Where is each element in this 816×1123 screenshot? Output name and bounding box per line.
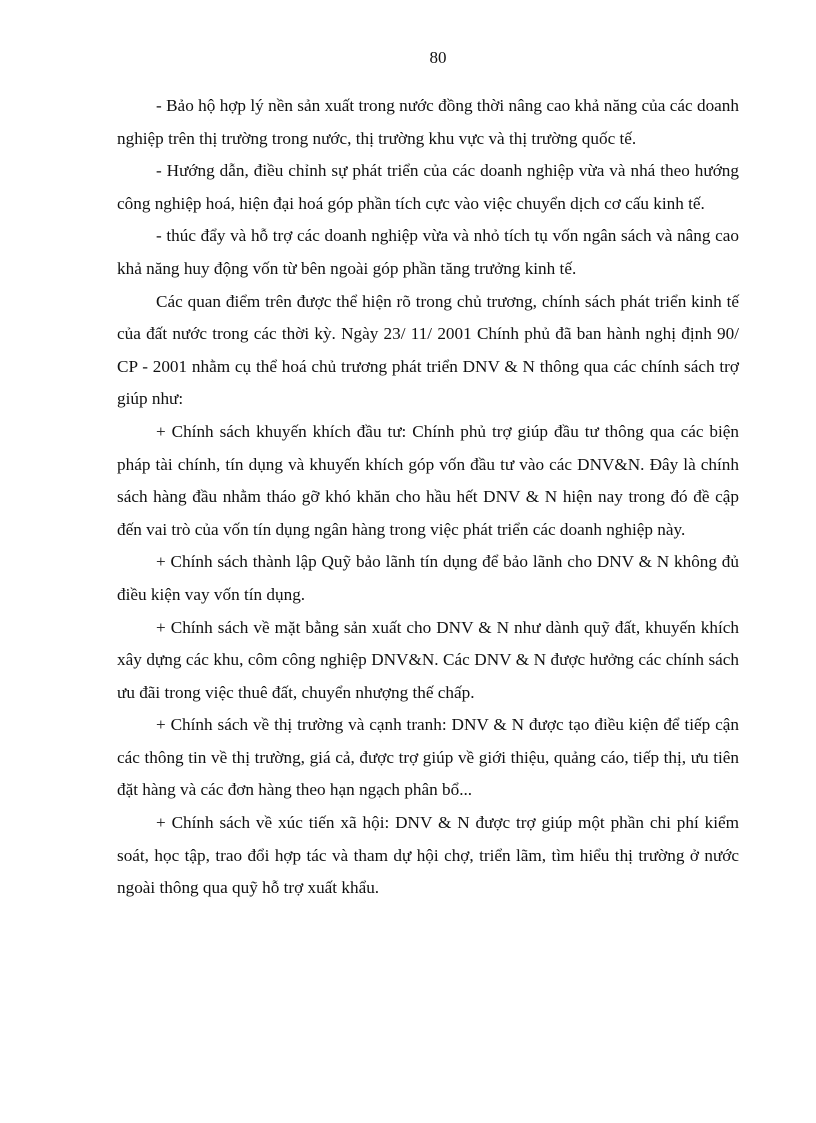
paragraph-production-premises: + Chính sách về mặt bằng sản xuất cho DNV & N như dành quỹ đất, khuyến khích xây dựng các khu, côm công nghiệp DNV&N. Các DNV & N được hưởng các chính sách ưu đãi trong việc thuê đất, chuyển nhượng thế chấp. (117, 617, 739, 702)
paragraph-market-competition: + Chính sách về thị trường và cạnh tranh: DNV & N được tạo điều kiện để tiếp cận các thông tin về thị trường, giá cả, được trợ giúp về giới thiệu, quảng cáo, tiếp thị, ưu tiên đặt hàng và các đơn hàng theo hạn ngạch phân bổ... (117, 715, 739, 800)
paragraph-promote-capital: - thúc đẩy và hỗ trợ các doanh nghiệp vừa và nhỏ tích tụ vốn ngân sách và nâng cao khả năng huy động vốn từ bên ngoài góp phần tăng trưởng kinh tế. (117, 226, 739, 278)
paragraph-guide-development: - Hướng dẫn, điều chỉnh sự phát triển của các doanh nghiệp vừa và nhá theo hướng công nghiệp hoá, hiện đại hoá góp phần tích cực vào việc chuyển dịch cơ cấu kinh tế. (117, 161, 739, 213)
paragraph-protect-domestic-production: - Bảo hộ hợp lý nền sản xuất trong nước đồng thời nâng cao khả năng của các doanh nghiệp trên thị trường trong nước, thị trường khu vực và thị trường quốc tế. (117, 96, 739, 148)
paragraph-investment-policy: + Chính sách khuyến khích đầu tư: Chính phủ trợ giúp đầu tư thông qua các biện pháp tài chính, tín dụng và khuyến khích góp vốn đầu tư vào các DNV&N. Đây là chính sách hàng đầu nhằm tháo gỡ khó khăn cho hầu hết DNV & N hiện nay trong đó đề cập đến vai trò của vốn tín dụng ngân hàng trong việc phát triển các doanh nghiệp này. (117, 421, 739, 539)
paragraph-policy-viewpoints: Các quan điểm trên được thể hiện rõ trong chủ trương, chính sách phát triển kinh tế của đất nước trong các thời kỳ. Ngày 23/ 11/ 2001 Chính phủ đã ban hành nghị định 90/ CP - 2001 nhằm cụ thể hoá chủ trương phát triển DNV & N thông qua các chính sách trợ giúp như: (117, 291, 739, 409)
page-number: 80 (429, 48, 447, 67)
paragraph-trade-promotion: + Chính sách về xúc tiến xã hội: DNV & N được trợ giúp một phần chi phí kiểm soát, học tập, trao đổi hợp tác và tham dự hội chợ, triển lãm, tìm hiểu thị trường ở nước ngoài thông qua quỹ hỗ trợ xuất khẩu. (117, 813, 739, 898)
document-body (117, 90, 739, 905)
paragraph-credit-guarantee-fund: + Chính sách thành lập Quỹ bảo lãnh tín dụng để bảo lãnh cho DNV & N không đủ điều kiện vay vốn tín dụng. (117, 552, 739, 604)
